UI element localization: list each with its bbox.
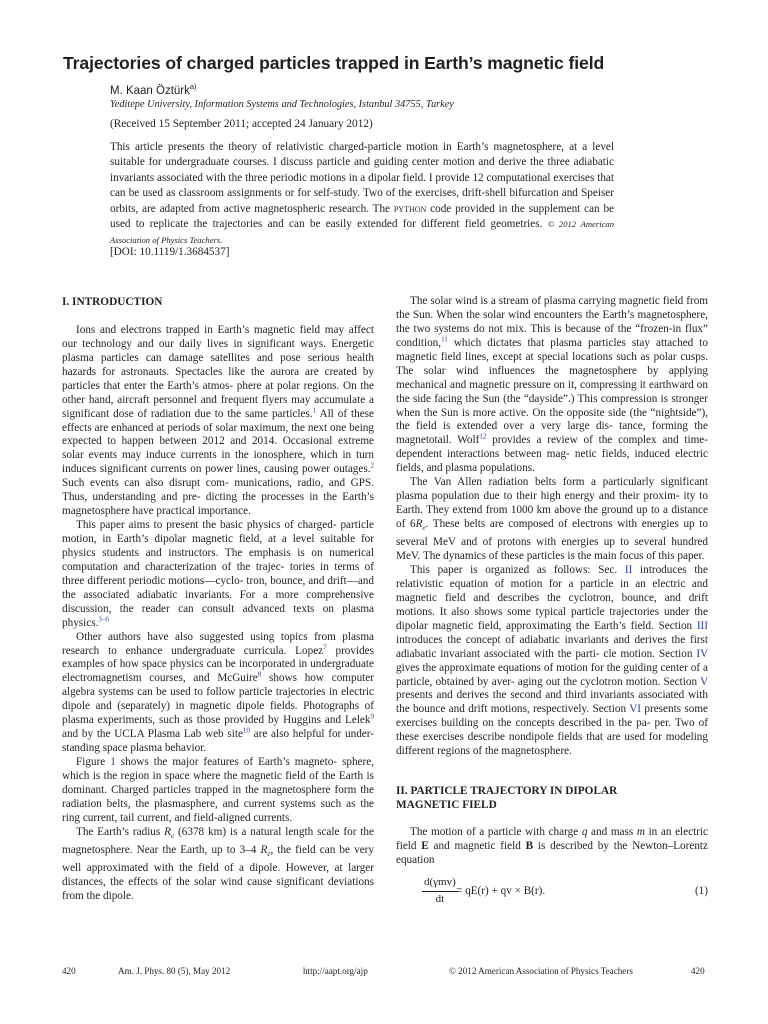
equation-numerator: d(γmv) <box>422 876 458 892</box>
affiliation: Yeditepe University, Information Systems and Technologies, Istanbul 34755, Turkey <box>110 99 454 110</box>
intro-heading: I. INTRODUCTION <box>62 296 163 308</box>
abstract-text-2: code provided in the supplement can be used to replicate the trajectories and can be easily extended for different field geometries. <box>110 202 614 231</box>
section-2-heading <box>396 785 708 813</box>
footer-page-right: 420 <box>691 966 705 976</box>
paper-title: Trajectories of charged particles trapped in Earth’s magnetic field <box>63 53 605 73</box>
author-name: M. Kaan Öztürk <box>110 84 190 97</box>
author-line <box>110 82 197 97</box>
python-word: python <box>393 202 427 215</box>
section-2-heading-line1: II. PARTICLE TRAJECTORY IN DIPOLAR <box>396 785 618 798</box>
section-2-paragraph-1: The motion of a particle with charge q and mass m in an electric field E and magnetic field B is described by the Newton–Lorentz equation <box>396 826 708 866</box>
intro-paragraph-7: The Van Allen radiation belts form a particularly significant plasma population due to their high energy and their proxim- ity to Earth. They extend from 1000 km above the ground up to a distance of $6R_e$. These belts are composed of electrons with energies up to several MeV and of protons with energies up to several hundred MeV. The dynamics of these particles is the main focus of this paper. <box>396 476 708 563</box>
footer-journal: Am. J. Phys. 80 (5), May 2012 <box>118 966 231 976</box>
equation-1 <box>396 874 708 912</box>
intro-paragraph-2: This paper aims to present the basic physics of charged- particle motion, in Earth’s dipolar magnetic field, at a level suitable for physics students and instructors. The emphasis is on numerical computation and characterization of the trajec- tories in terms of three different periodic motions—cyclo- tron, bounce, and drift—and the associated adiabatic invariants. For a more comprehensive discussion, the reader can consult advanced texts on plasma physics.$^{3-6}$ <box>62 519 374 629</box>
intro-paragraph-3: Other authors have also suggested using topics from plasma research to enhance undergraduate curricula. Lopez$^7$ provides examples of how space physics can be incorporated in undergraduate electromagnetism courses, and McGuire$^8$ shows how computer algebra systems can be used to follow particle trajectories in electric dipole and (separately) in magnetic dipole fields. Photographs of plasma experiments, such as those provided by Huggins and Lelek$^9$ and by the UCLA Plasma Lab web site$^{10}$ are also helpful for under- standing space plasma behavior. <box>62 630 374 755</box>
intro-paragraph-6: The solar wind is a stream of plasma carrying magnetic field from the Sun. When the solar wind encounters the Earth’s magnetosphere, the two systems do not mix. This is because of the “frozen-in flux” condition,$^{11}$ which dictates that plasma particles stay attached to magnetic field lines, except at special locations such as polar cusps. The solar wind influences the magnetosphere by applying mechanical and magnetic pressure on it, compressing it earthward on the side facing the Sun (the “dayside”.) This compression is stronger when the Sun is more active. On the opposite side (the “nightside”), the field is extended over a very large dis- tance, forming the magnetotail. Wolf$^{12}$ provides a review of the complex and time-dependent interactions between mag- netic fields, induced electric fields, and plasma populations. <box>396 295 708 475</box>
abstract <box>110 140 614 248</box>
received-dates: (Received 15 September 2011; accepted 24 January 2012) <box>110 118 373 130</box>
intro-paragraph-5: The Earth’s radius $R_e$ (6378 km) is a natural length scale for the magnetosphere. Near the Earth, up to 3–4 $R_e$, the field can be very well approximated with the field of a dipole. However, at larger distances, the effects of the solar wind cause significant deviations from the dipole. <box>62 825 374 902</box>
abstract-copyright: © 2012 American Association of Physics Teachers. <box>110 219 614 245</box>
equation-number: (1) <box>694 884 708 897</box>
doi[interactable]: [DOI: 10.1119/1.3684537] <box>110 246 230 258</box>
equation-rhs: = qE(r) + qv × B(r). <box>456 884 546 897</box>
left-column <box>62 296 374 904</box>
intro-paragraph-8: This paper is organized as follows: Sec. II introduces the relativistic equation of motion for a particle in an electric and magnetic field and describes the cyclotron, bounce, and drift motions. It also shows some typical particle trajectories under the dipolar magnetic field, approximating the Earth’s field. Section III introduces the concept of adiabatic invariants and derives the first adiabatic invariant associated with the parti- cle motion. Section IV gives the approximate equations of motion for the guiding center of a particle, obtained by aver- aging out the cyclotron motion. Section V presents and derives the second and third invariants associated with the bounce and drift motions, respectively. Section VI presents some exercises building on the concepts described in the pa- per. Two of these exercises describe nondipole fields that are used for modeling different regions of the magnetosphere. <box>396 564 708 758</box>
intro-paragraph-1: Ions and electrons trapped in Earth’s magnetic field may affect our technology and our daily lives in significant ways. Energetic plasma particles can damage satellites and pose serious health hazards for astronauts. Spectacles like the aurora are created by particles that enter the Earth’s atmos- phere at polar regions. On the other hand, aircraft personnel and frequent flyers may accumulate a significant dose of radiation due to the same particles.$^1$ All of these effects are enhanced at periods of solar maximum, the next one being expected to happen between 2012 and 2014. Occasional extreme solar events may induce currents in the ionosphere, which in turn induces significant currents on power lines, causing power outages.$^2$ Such events can also disrupt com- munications, radio, and GPS. Thus, understanding and pre- dicting the processes in the Earth’s magnetosphere have practical importance. <box>62 323 375 518</box>
equation-denominator: dt <box>435 892 445 905</box>
right-column <box>396 295 708 912</box>
equation-fraction <box>422 876 458 907</box>
author-note[interactable]: a) <box>189 82 197 91</box>
footer-page-left: 420 <box>62 966 76 976</box>
abstract-text-1: This article presents the theory of relativistic charged-particle motion in Earth’s magnetosphere, at a level suitable for undergraduate courses. I discuss particle and guiding center motion and derive the three adiabatic invariants associated with the three periodic motions in a dipolar field. I provide 12 computational exercises that can be used as classroom assignments or for self-study. Two of the exercises, drift-shell bifurcation and Speiser orbits, are adapted from active magnetospheric research. The <box>110 141 614 215</box>
footer-url[interactable]: http://aapt.org/ajp <box>303 966 368 976</box>
section-2-heading-line2: MAGNETIC FIELD <box>396 799 497 812</box>
footer-copyright: © 2012 American Association of Physics Teachers <box>449 966 633 976</box>
intro-paragraph-4: Figure 1 shows the major features of Earth’s magneto- sphere, which is the region in space where the magnetic field of the Earth is dominant. Charged particles trapped in the magnetosphere form the radiation belts, the plasmasphere, and current systems such as the ring current, tail current, and field-aligned currents. <box>62 756 374 824</box>
